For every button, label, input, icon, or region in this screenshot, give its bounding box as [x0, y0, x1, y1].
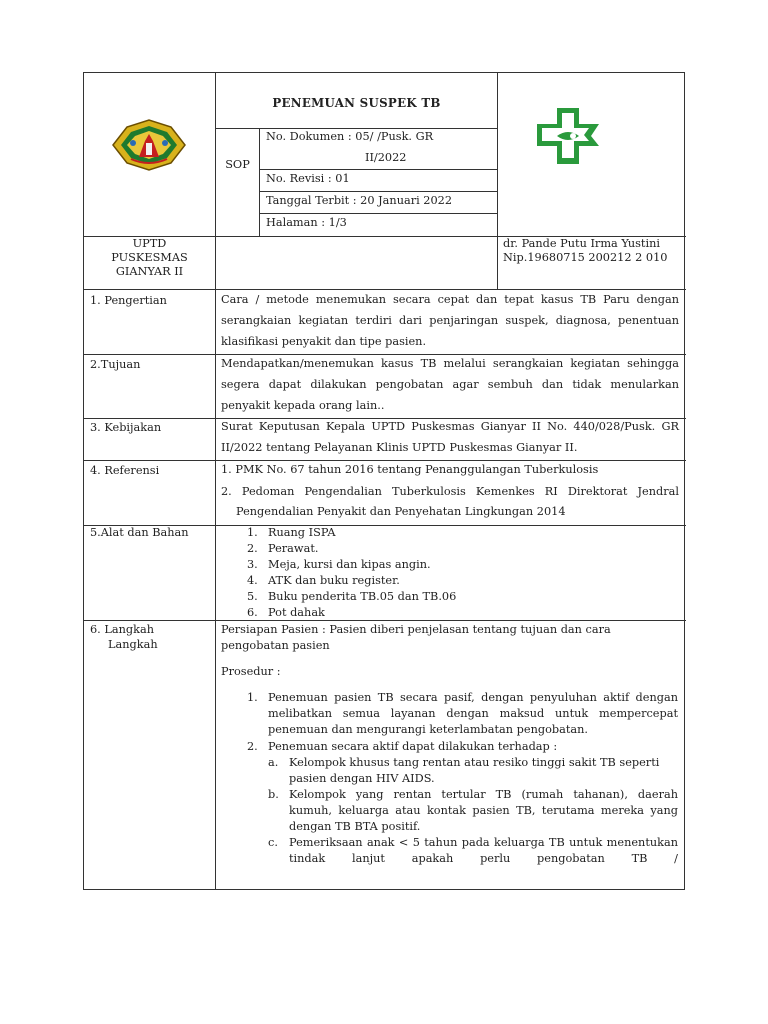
- step-number: 1.: [247, 691, 258, 704]
- list-item: Perawat.: [268, 542, 319, 555]
- substep-letter: b.: [268, 788, 279, 801]
- signer-name: dr. Pande Putu Irma Yustini: [503, 237, 660, 250]
- section-label-tujuan: 2.Tujuan: [90, 358, 141, 371]
- divider: [84, 620, 686, 621]
- gianyar-emblem-logo: [109, 117, 189, 173]
- procedure-step: Penemuan secara aktif dapat dilakukan terhadap :: [268, 740, 558, 753]
- section-label-langkah-cont: Langkah: [108, 638, 158, 651]
- signer-nip: Nip.19680715 200212 2 010: [503, 251, 668, 264]
- puskesmas-logo: [529, 106, 607, 166]
- section-text-pengertian: Cara / metode menemukan secara cepat dan tepat kasus TB Paru dengan serangkaian kegiatan terdiri dari penjaringan suspek, diagnosa, penentuan klasifikasi penyakit dan tipe pasien.: [221, 293, 679, 348]
- procedure-substep: Kelompok yang rentan tertular TB (rumah tahanan), daerah kumuh, keluarga atau kontak pasien TB, terutama mereka yang dengan TB BTA positif.: [289, 788, 678, 833]
- section-label-langkah: 6. Langkah: [90, 623, 154, 636]
- reference-item: 1. PMK No. 67 tahun 2016 tentang Penanggulangan Tuberkulosis: [221, 463, 599, 476]
- divider: [215, 73, 216, 890]
- document-number-cont: II/2022: [365, 151, 407, 164]
- section-label-kebijakan: 3. Kebijakan: [90, 421, 162, 434]
- issue-date: Tanggal Terbit : 20 Januari 2022: [266, 194, 453, 207]
- document-number: No. Dokumen : 05/ /Pusk. GR: [266, 130, 434, 143]
- step-number: 2.: [247, 740, 258, 753]
- revision-number: No. Revisi : 01: [266, 172, 350, 185]
- substep-letter: c.: [268, 836, 278, 849]
- list-item-number: 3.: [247, 558, 258, 571]
- list-item-number: 2.: [247, 542, 258, 555]
- list-item-number: 1.: [247, 526, 258, 539]
- procedure-substep: Pemeriksaan anak < 5 tahun pada keluarga TB untuk menentukan tindak lanjut apakah perlu pengobatan TB /: [289, 836, 678, 865]
- divider: [259, 128, 260, 237]
- substep-letter: a.: [268, 756, 279, 769]
- section-label-alat: 5.Alat dan Bahan: [90, 526, 189, 539]
- sop-document: [83, 72, 685, 890]
- procedure-heading: Prosedur :: [221, 665, 281, 678]
- procedure-step: Penemuan pasien TB secara pasif, dengan penyuluhan aktif dengan melibatkan semua layanan dengan maksud untuk mempercepat penemuan dan mengurangi keterlambatan pengobatan.: [268, 691, 678, 736]
- reference-item: 2. Pedoman Pengendalian Tuberkulosis Kemenkes RI Direktorat Jendral: [221, 485, 679, 498]
- section-label-pengertian: 1. Pengertian: [90, 294, 167, 307]
- divider: [497, 73, 498, 289]
- org-line-3: GIANYAR II: [115, 265, 184, 278]
- section-text-tujuan: Mendapatkan/menemukan kasus TB melalui serangkaian kegiatan sehingga segera dapat dilakukan pengobatan agar sembuh dan tidak menularkan penyakit kepada orang lain..: [221, 357, 679, 412]
- sop-label: SOP: [225, 158, 250, 171]
- org-line-2: PUSKESMAS: [111, 251, 188, 264]
- list-item: Meja, kursi dan kipas angin.: [268, 558, 431, 571]
- org-line-1: UPTD: [132, 237, 167, 250]
- divider: [259, 191, 498, 192]
- divider: [259, 213, 498, 214]
- page-number: Halaman : 1/3: [266, 216, 347, 229]
- list-item: Ruang ISPA: [268, 526, 336, 539]
- patient-preparation: Persiapan Pasien : Pasien diberi penjelasan tentang tujuan dan cara pengobatan pasien: [221, 623, 611, 652]
- list-item-number: 5.: [247, 590, 258, 603]
- section-text-kebijakan: Surat Keputusan Kepala UPTD Puskesmas Gianyar II No. 440/028/Pusk. GR II/2022 tentang Pelayanan Klinis UPTD Puskesmas Gianyar II.: [221, 420, 679, 454]
- list-item: Pot dahak: [268, 606, 325, 619]
- section-label-referensi: 4. Referensi: [90, 464, 160, 477]
- list-item-number: 4.: [247, 574, 258, 587]
- divider: [259, 169, 498, 170]
- list-item: ATK dan buku register.: [268, 574, 400, 587]
- document-title: PENEMUAN SUSPEK TB: [272, 96, 441, 110]
- list-item: Buku penderita TB.05 dan TB.06: [268, 590, 457, 603]
- procedure-substep: Kelompok khusus tang rentan atau resiko tinggi sakit TB seperti pasien dengan HIV AIDS.: [289, 756, 660, 785]
- divider: [84, 460, 686, 461]
- list-item-number: 6.: [247, 606, 258, 619]
- reference-item: Pengendalian Penyakit dan Penyehatan Lingkungan 2014: [236, 505, 566, 518]
